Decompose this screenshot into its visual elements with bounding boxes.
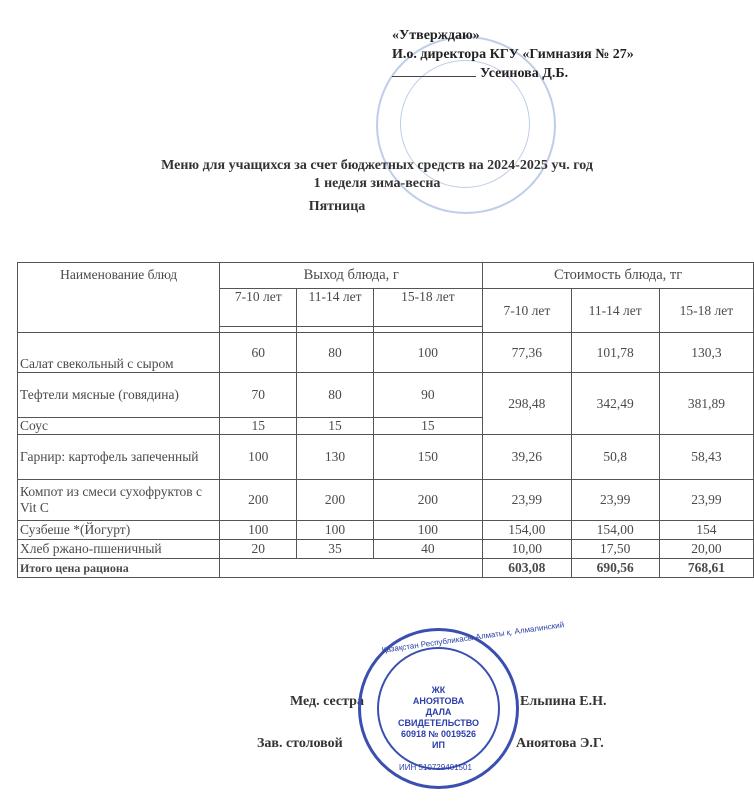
cost-15-18: 58,43 (659, 435, 753, 480)
cost-7-10: 10,00 (483, 540, 571, 559)
total-7-10: 603,08 (483, 559, 571, 578)
title-line-1: Меню для учащихся за счет бюджетных средств на 2024-2025 уч. год (161, 158, 593, 173)
cost-7-10: 77,36 (483, 333, 571, 373)
cost-7-10: 298,48 (483, 373, 571, 435)
cost-15-18: 23,99 (659, 480, 753, 521)
dish-name: Тефтели мясные (говядина) (18, 373, 220, 418)
canteen-name: Аноятова Э.Г. (516, 736, 604, 751)
cost-11-14: 23,99 (571, 480, 659, 521)
cost-7-10: 23,99 (483, 480, 571, 521)
dish-name: Салат свекольный с сыром (18, 333, 220, 373)
title-line-3: Пятница (308, 199, 366, 214)
yield-7-10: 60 (220, 333, 297, 373)
yield-11-14: 15 (297, 418, 373, 435)
cost-11-14: 342,49 (571, 373, 659, 435)
yield-11-14: 80 (297, 373, 373, 418)
approval-heading: «Утверждаю» (392, 28, 480, 43)
table-row (18, 333, 754, 373)
yield-15-18: 15 (373, 418, 483, 435)
yield-11-14: 200 (297, 480, 373, 521)
age-yield-2: 11-14 лет (297, 289, 373, 327)
approval-signature-row (392, 64, 634, 83)
yield-15-18: 90 (373, 373, 483, 418)
cost-11-14: 101,78 (571, 333, 659, 373)
dish-name: Гарнир: картофель запеченный (18, 435, 220, 480)
header-dish-name: Наименование блюд (18, 263, 220, 333)
nurse-role: Мед. сестра (290, 694, 364, 709)
approval-name: Усеинова Д.Б. (480, 66, 569, 81)
nurse-name: Ельпина Е.Н. (520, 694, 607, 709)
yield-15-18: 200 (373, 480, 483, 521)
cost-11-14: 50,8 (571, 435, 659, 480)
approval-position: И.о. директора КГУ «Гимназия № 27» (392, 47, 634, 62)
table-row (18, 521, 754, 540)
age-yield-3: 15-18 лет (373, 289, 483, 327)
yield-7-10: 100 (220, 435, 297, 480)
stamp-bottom-text: ИИН 510729401501 (399, 763, 472, 772)
total-15-18: 768,61 (659, 559, 753, 578)
yield-7-10: 70 (220, 373, 297, 418)
approval-block (392, 26, 634, 83)
dish-name: Хлеб ржано-пшеничный (18, 540, 220, 559)
header-yield: Выход блюда, г (220, 263, 483, 289)
yield-15-18: 40 (373, 540, 483, 559)
document-title (0, 157, 754, 216)
cost-11-14: 17,50 (571, 540, 659, 559)
cost-7-10: 154,00 (483, 521, 571, 540)
yield-7-10: 200 (220, 480, 297, 521)
yield-11-14: 80 (297, 333, 373, 373)
yield-15-18: 100 (373, 333, 483, 373)
cost-7-10: 39,26 (483, 435, 571, 480)
signature-line (392, 76, 476, 77)
table-row (18, 435, 754, 480)
cost-15-18: 154 (659, 521, 753, 540)
canteen-role: Зав. столовой (257, 736, 343, 751)
table-row (18, 540, 754, 559)
dish-name: Сузбеше *(Йогурт) (18, 521, 220, 540)
yield-11-14: 130 (297, 435, 373, 480)
cost-11-14: 154,00 (571, 521, 659, 540)
total-label: Итого цена рациона (18, 559, 220, 578)
cost-15-18: 381,89 (659, 373, 753, 435)
yield-7-10: 15 (220, 418, 297, 435)
yield-11-14: 100 (297, 521, 373, 540)
cost-15-18: 20,00 (659, 540, 753, 559)
table-row (18, 480, 754, 521)
yield-15-18: 100 (373, 521, 483, 540)
menu-table (17, 262, 754, 578)
cost-15-18: 130,3 (659, 333, 753, 373)
total-row (18, 559, 754, 578)
table-row (18, 373, 754, 418)
age-cost-1: 7-10 лет (483, 289, 571, 333)
yield-15-18: 150 (373, 435, 483, 480)
total-11-14: 690,56 (571, 559, 659, 578)
age-cost-3: 15-18 лет (659, 289, 753, 333)
yield-7-10: 20 (220, 540, 297, 559)
age-yield-1: 7-10 лет (220, 289, 297, 327)
stamp-center: ЖК АНОЯТОВА ДАЛА СВИДЕТЕЛЬСТВО 60918 № 0019526 ИП (398, 685, 479, 750)
age-cost-2: 11-14 лет (571, 289, 659, 333)
dish-name: Компот из смеси сухофруктов с Vit C (18, 480, 220, 521)
stamp-outer-text: Қазақстан Республикасы Алматы қ. Алмалинский (381, 620, 565, 655)
header-cost: Стоимость блюда, тг (483, 263, 754, 289)
dish-name: Соус (18, 418, 220, 435)
title-line-2: 1 неделя зима-весна (313, 176, 441, 191)
yield-7-10: 100 (220, 521, 297, 540)
yield-11-14: 35 (297, 540, 373, 559)
